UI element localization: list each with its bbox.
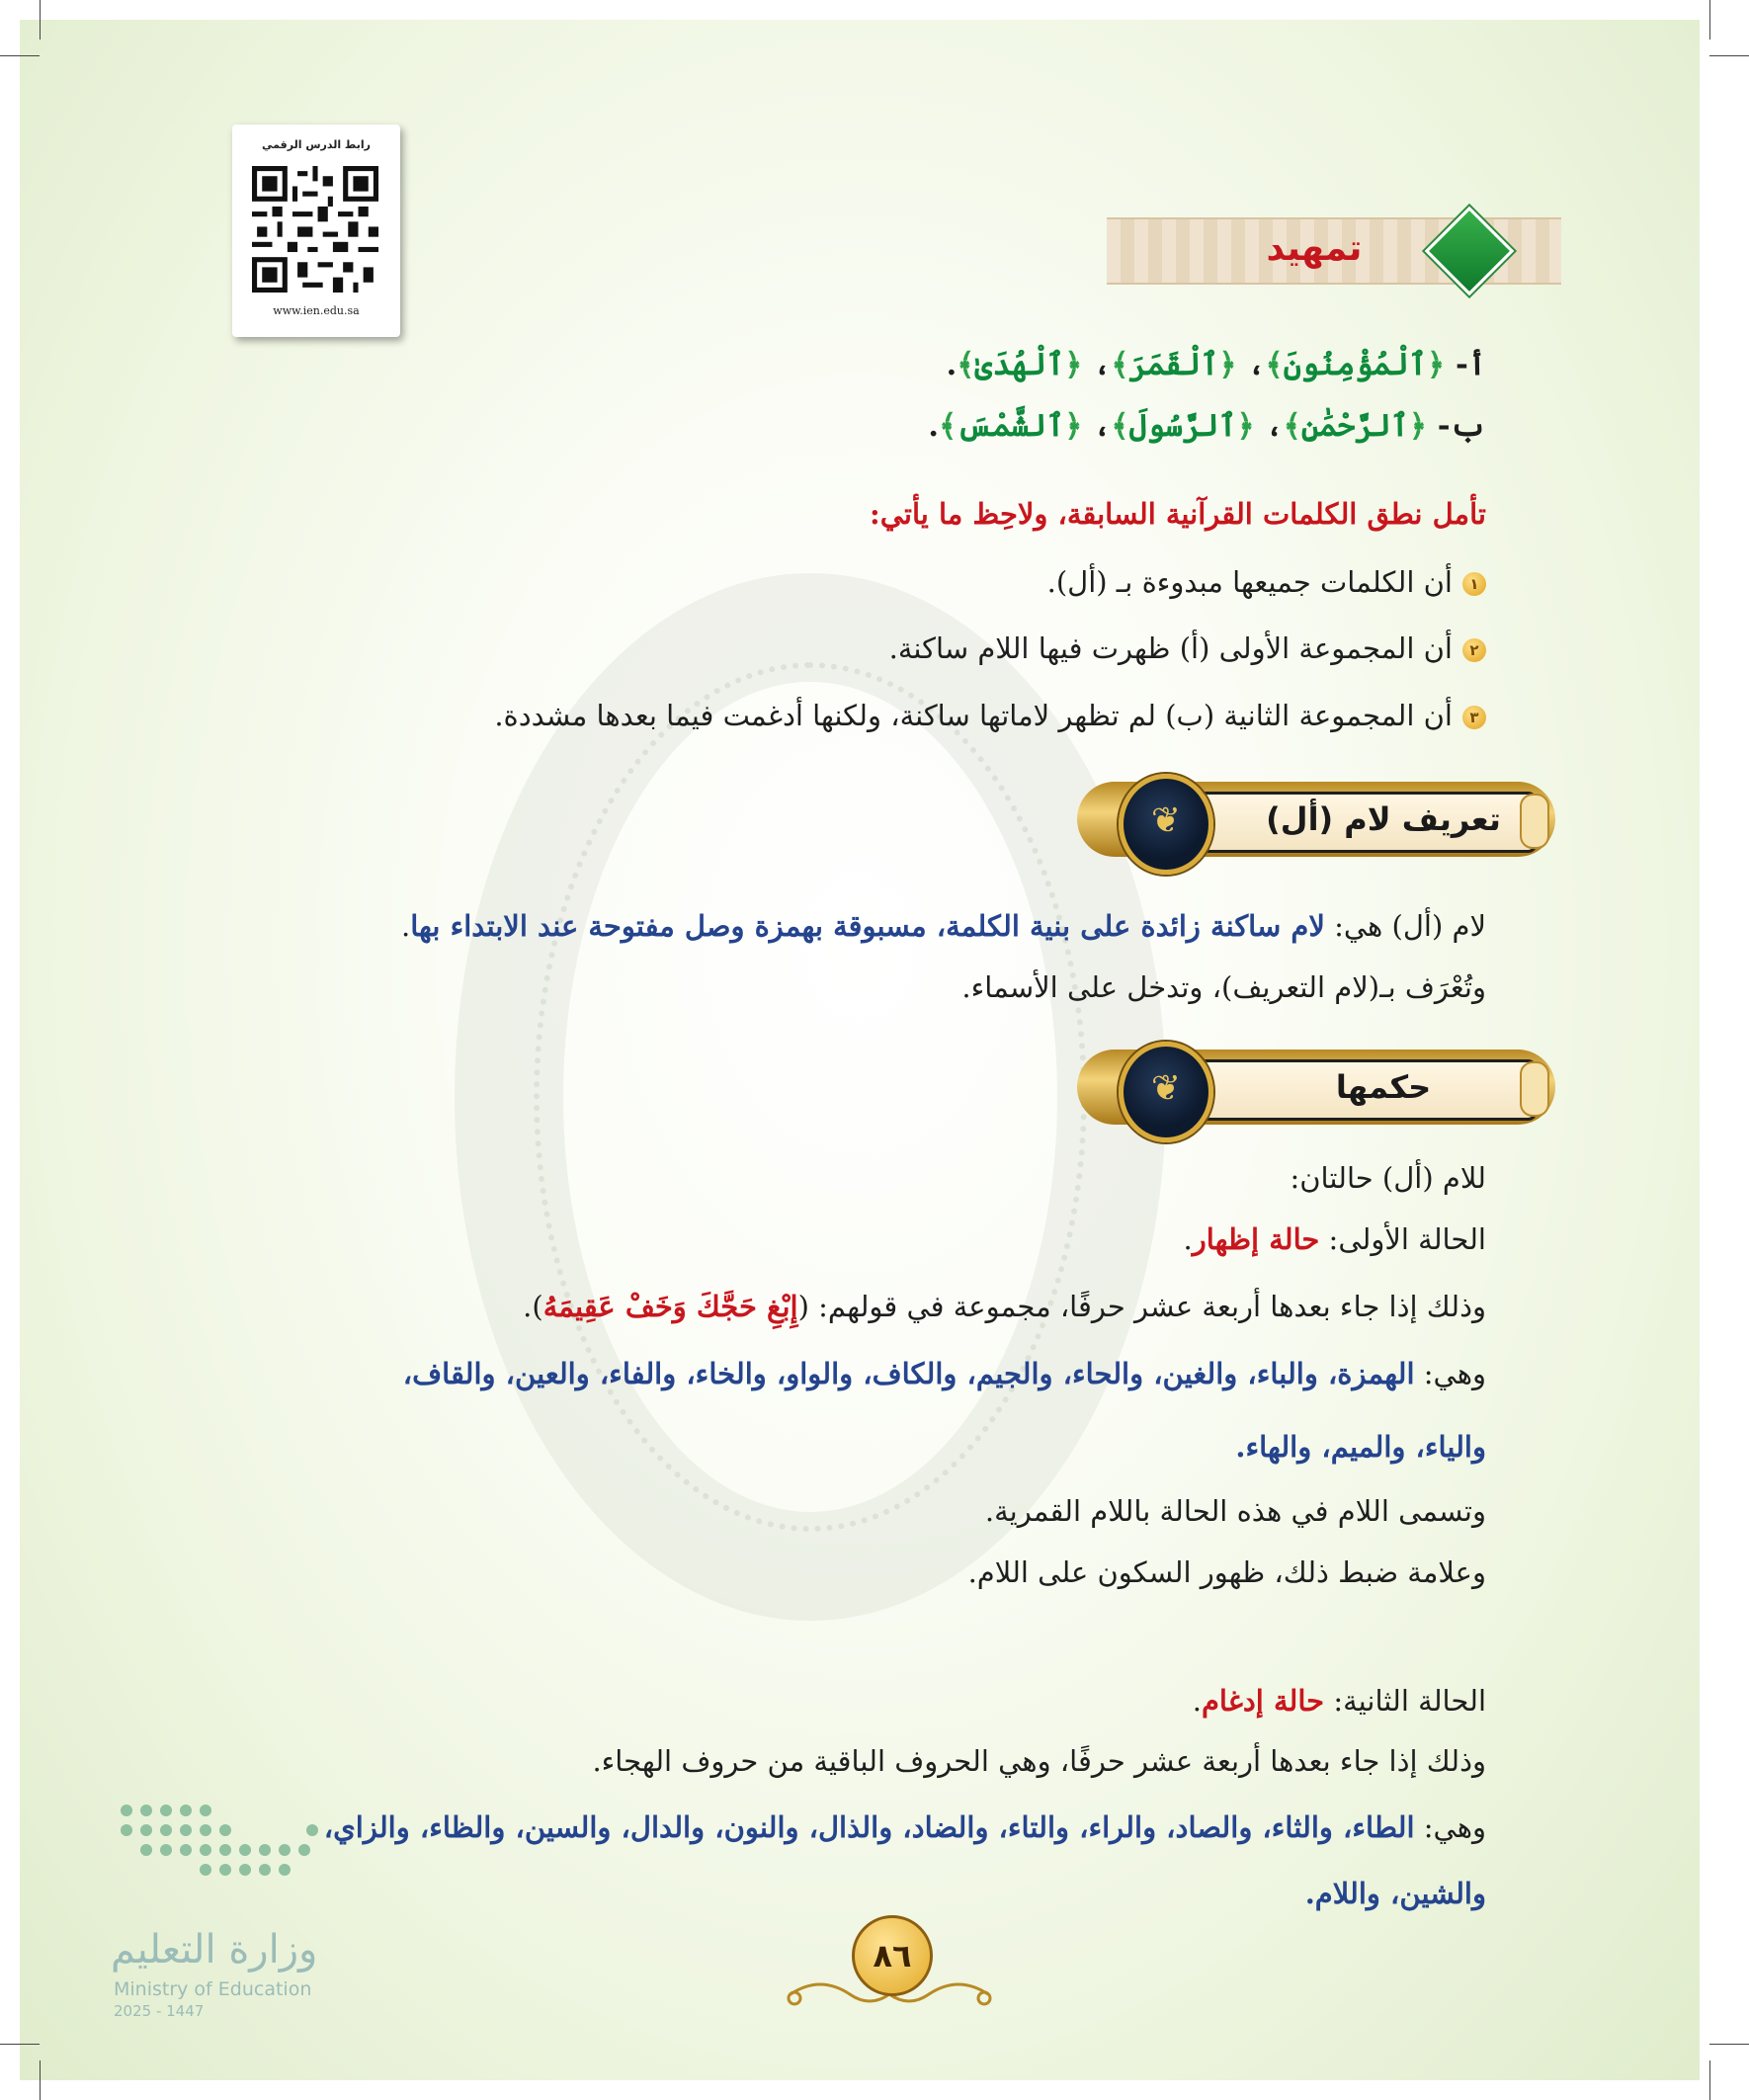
quran-word: ٱلشَّمْسَ (957, 408, 1065, 444)
case1-heading (1184, 1216, 1486, 1263)
group-b-line: ب- ﴿ٱلرَّحْمَٰنِ﴾، ﴿ٱلرَّسُولَ﴾، ﴿ٱلشَّمْسَ﴾. (928, 408, 1486, 444)
case1-letters-cont (1235, 1423, 1486, 1470)
case1-name-note: وتسمى اللام في هذه الحالة باللام القمرية. (984, 1494, 1486, 1528)
note-number: ١ (1462, 572, 1486, 596)
case1-sign: وعلامة ضبط ذلك، ظهور السكون على اللام. (967, 1555, 1486, 1589)
grape-medallion-icon: ❦ (1119, 1042, 1213, 1142)
ministry-year: 2025 - 1447 (114, 2002, 205, 2020)
group-a-line: أ- ﴿ٱلْمُؤْمِنُونَ﴾، ﴿ٱلْقَمَرَ﴾، ﴿ٱلْهُدَىٰ﴾. (946, 347, 1486, 382)
quran-word: ٱلرَّحْمَٰنِ (1300, 408, 1409, 444)
definition-line-2: وتُعْرَف بـ(لام التعريف)، وتدخل على الأسماء. (961, 970, 1486, 1004)
qr-url[interactable]: www.ien.edu.sa (273, 304, 360, 317)
case2-name-end: . (1192, 1684, 1202, 1718)
case2-letters (324, 1804, 1486, 1851)
qr-card[interactable] (232, 125, 400, 337)
definition-end: . (400, 909, 411, 943)
page-number: ٨٦ (852, 1915, 933, 1996)
case1-desc-start: وذلك إذا جاء بعدها أربعة عشر حرفًا، مجموعة في قولهم: ( (797, 1290, 1486, 1323)
ruling-intro: للام (أل) حالتان: (1290, 1161, 1486, 1195)
crop-mark (0, 2044, 40, 2045)
note-text: أن المجموعة الأولى (أ) ظهرت فيها اللام ساكنة. (888, 631, 1453, 665)
crop-mark (0, 55, 40, 56)
quran-word: ٱلْقَمَرَ (1128, 347, 1219, 382)
case1-description (523, 1283, 1486, 1330)
case2-letters-lead: وهي: (1414, 1810, 1486, 1844)
page (20, 20, 1700, 2080)
case1-letters-lead: وهي: (1414, 1357, 1486, 1390)
note-item (494, 692, 1486, 739)
crop-mark (1709, 2044, 1749, 2045)
qr-code-icon[interactable] (252, 166, 378, 293)
crop-mark (1709, 2060, 1710, 2100)
crop-mark (1709, 0, 1710, 40)
grape-medallion-icon: ❦ (1119, 774, 1213, 875)
case2-description: وذلك إذا جاء بعدها أربعة عشر حرفًا، وهي الحروف الباقية من حروف الهجاء. (592, 1744, 1486, 1778)
ministry-name-en: Ministry of Education (114, 1978, 312, 2000)
note-item (889, 625, 1486, 672)
case2-name: حالة إدغام (1201, 1684, 1325, 1718)
qr-title: رابط الدرس الرقمي (262, 138, 371, 151)
crop-mark (40, 0, 41, 40)
quran-word: ٱلْهُدَىٰ (974, 347, 1065, 382)
banner-end-cap (1520, 1061, 1549, 1117)
case1-phrase: إِبْغِ حَجَّكَ وَخَفْ عَقِيمَهُ (542, 1290, 798, 1323)
case1-label: الحالة الأولى: (1319, 1222, 1486, 1256)
ruling-banner (1077, 1044, 1555, 1131)
case1-name-end: . (1183, 1222, 1193, 1256)
ruling-heading: حكمها (1335, 1068, 1432, 1106)
case2-heading (1193, 1677, 1486, 1724)
ministry-name-ar: وزارة التعليم (111, 1927, 318, 1973)
case1-letters-list-2: والياء، والميم، والهاء. (1235, 1430, 1486, 1464)
banner-end-cap (1520, 794, 1549, 849)
ministry-logo-icon (115, 1799, 332, 1878)
case1-letters (403, 1350, 1486, 1397)
crop-mark (1709, 55, 1749, 56)
note-item (1047, 558, 1486, 606)
crop-mark (40, 2060, 41, 2100)
definition-banner (1077, 776, 1555, 863)
note-number: ٣ (1462, 706, 1486, 729)
case2-letters-list-2: والشين، واللام. (1304, 1877, 1486, 1910)
case2-letters-cont (1305, 1870, 1486, 1917)
definition-heading: تعريف لام (أل) (1266, 800, 1501, 838)
case1-letters-list: الهمزة، والباء، والغين، والحاء، والجيم، والكاف، والواو، والخاء، والفاء، والعين، والقاف، (402, 1357, 1415, 1390)
note-text: أن الكلمات جميعها مبدوءة بـ (أل). (1046, 565, 1453, 599)
case2-label: الحالة الثانية: (1324, 1684, 1486, 1718)
note-text: أن المجموعة الثانية (ب) لم تظهر لاماتها ساكنة، ولكنها أدغمت فيما بعدها مشددة. (494, 699, 1453, 732)
case1-desc-end: ). (523, 1290, 543, 1323)
background-medallion-dots (534, 662, 1087, 1532)
quran-word: ٱلرَّسُولَ (1128, 408, 1237, 444)
reflect-prompt: تأمل نطق الكلمات القرآنية السابقة، ولاحِظ ما يأتي: (870, 497, 1486, 531)
case2-letters-list: الطاء، والثاء، والصاد، والراء، والتاء، والضاد، والذال، والنون، والدال، والسين، والظاء، والزاي، (323, 1810, 1415, 1844)
case1-name: حالة إظهار (1192, 1222, 1320, 1256)
definition-line (401, 902, 1486, 950)
definition-lead: لام (أل) هي: (1324, 909, 1486, 943)
note-number: ٢ (1462, 638, 1486, 662)
intro-title: تمهيد (1266, 228, 1363, 269)
definition-bold: لام ساكنة زائدة على بنية الكلمة، مسبوقة بهمزة وصل مفتوحة عند الابتداء بها (410, 909, 1325, 943)
quran-word: ٱلْمُؤْمِنُونَ (1283, 347, 1427, 382)
group-a-prefix: أ- (1455, 347, 1486, 382)
group-b-prefix: ب- (1437, 408, 1486, 444)
